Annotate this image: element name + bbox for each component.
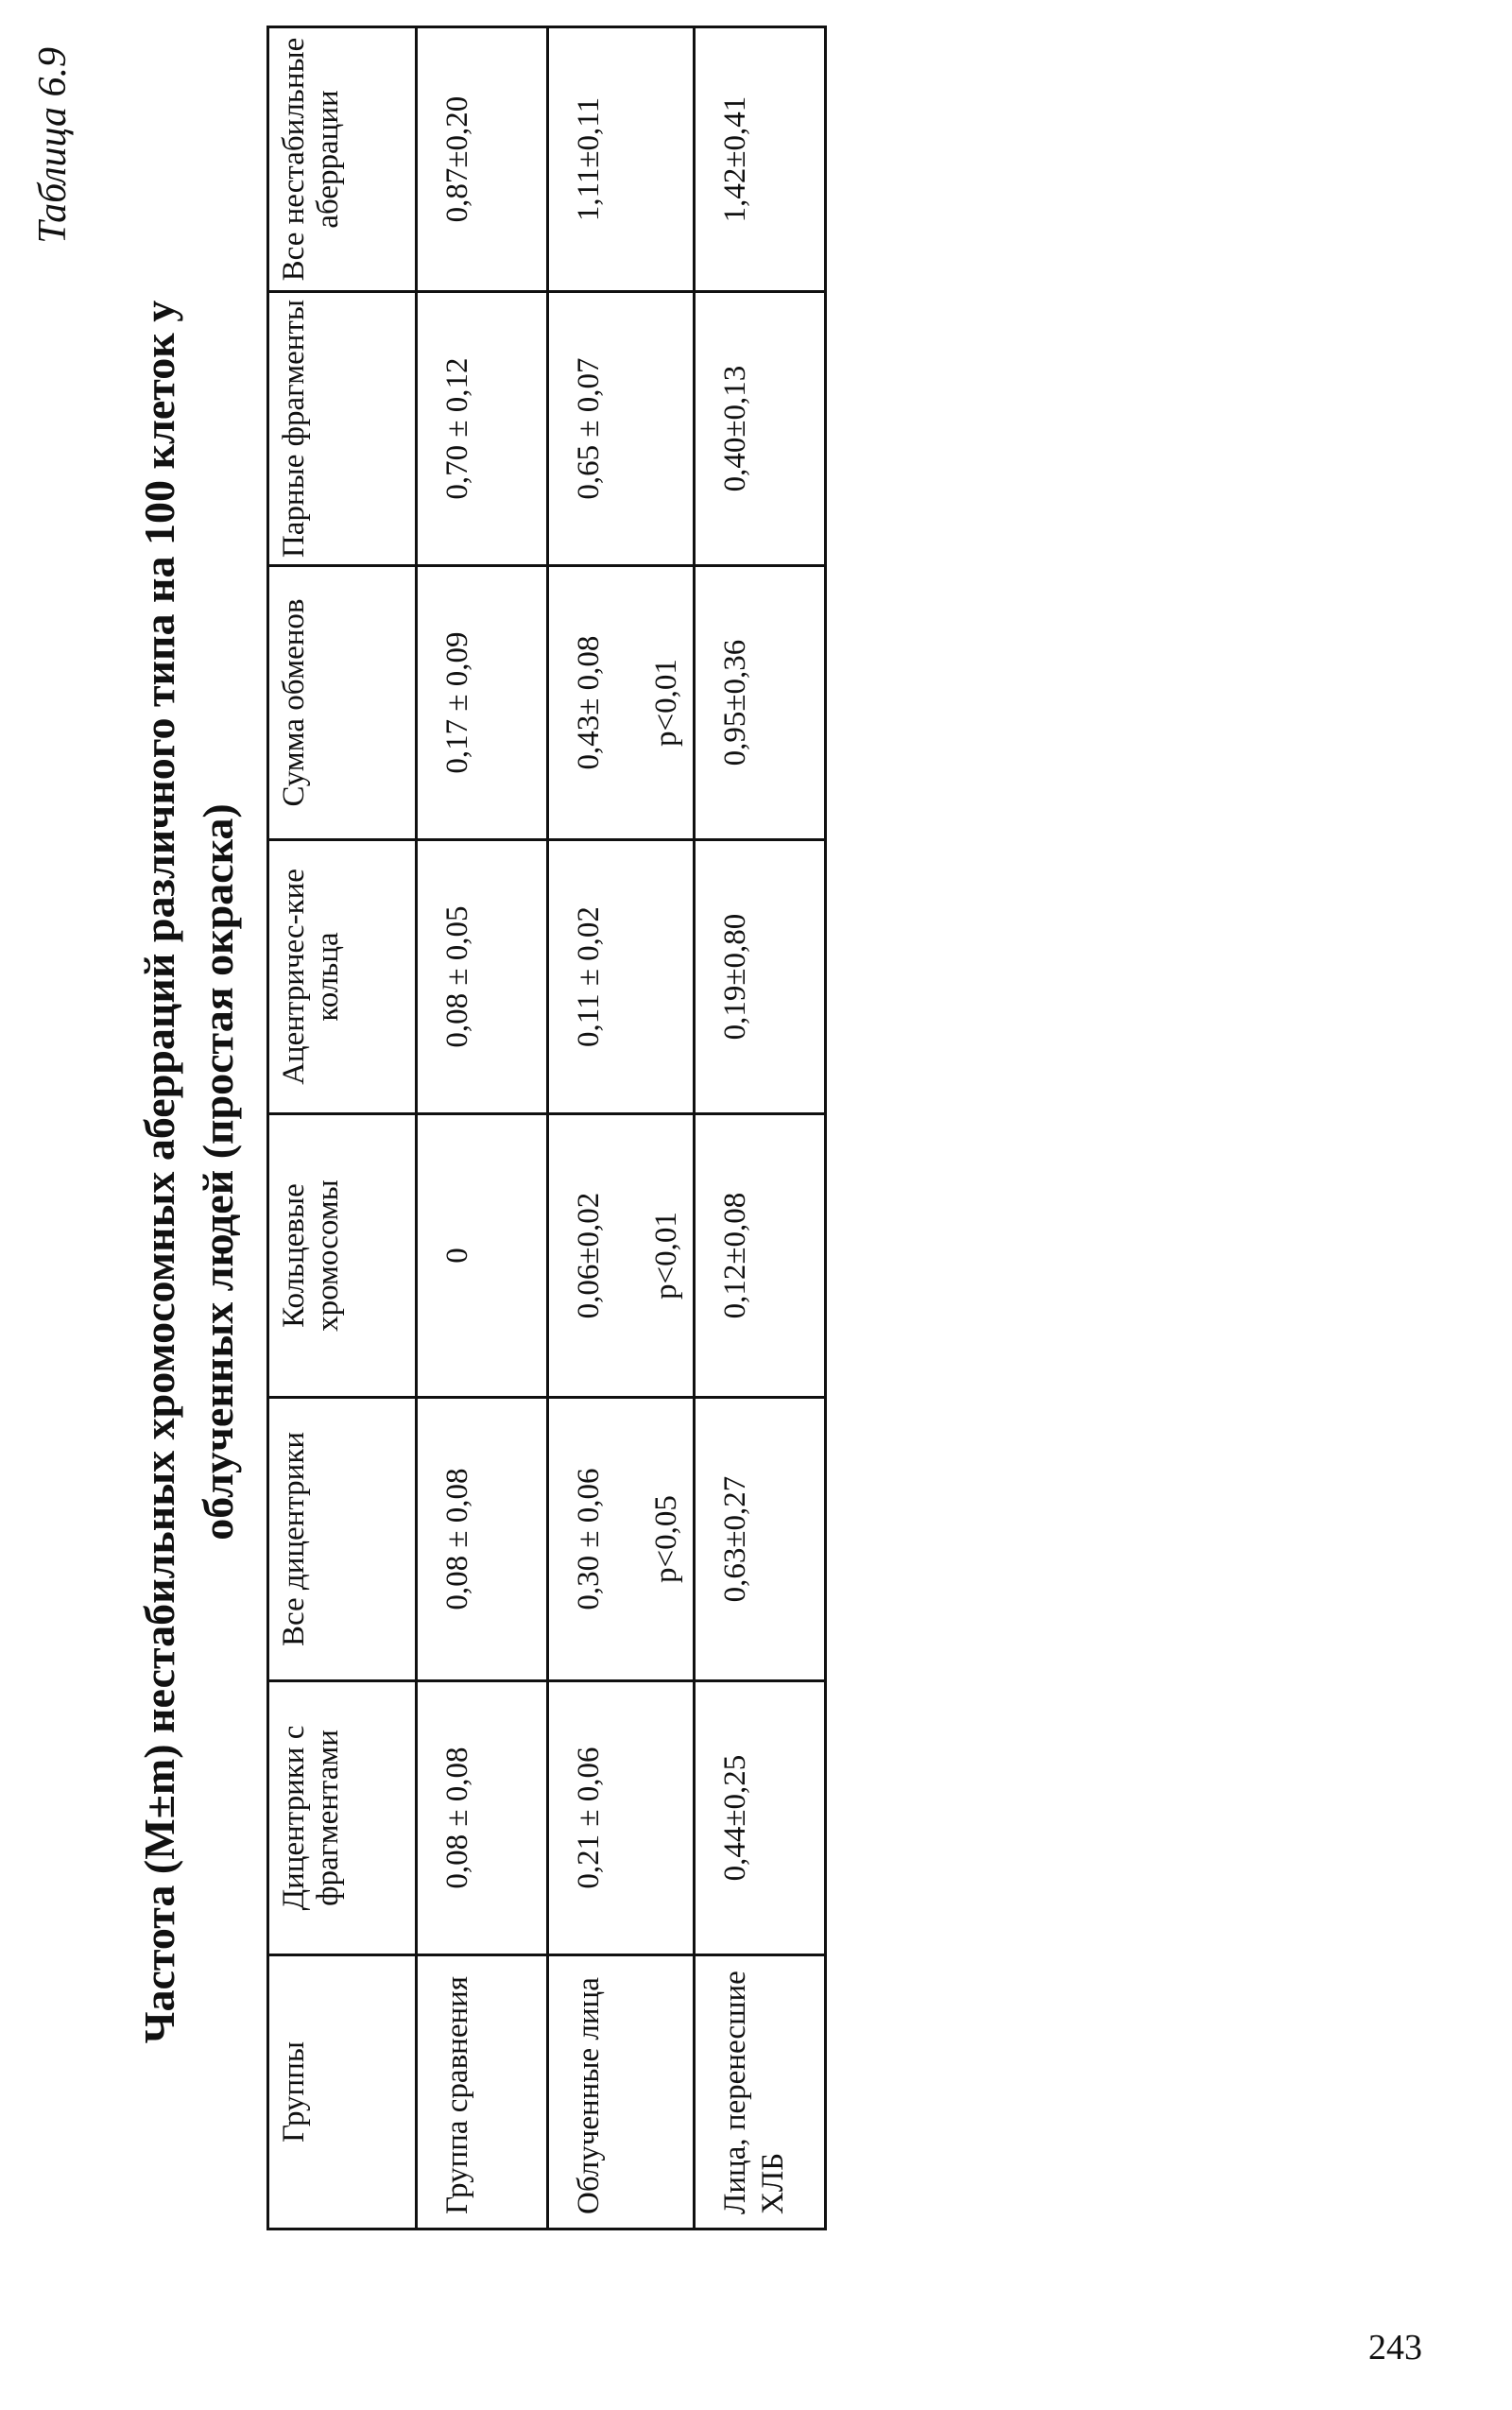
table-cell: 0,08 ± 0,05 <box>417 840 548 1114</box>
table-cell: 0,95±0,36 <box>695 566 826 840</box>
table-cell: 0,08 ± 0,08 <box>417 1398 548 1681</box>
header-all-unstable: Все нестабильные аберрации <box>268 27 417 292</box>
p-value: p<0,01 <box>649 1212 683 1300</box>
table-cell: 0,11 ± 0,02 <box>548 840 695 1114</box>
title-line: облученных людей (простая окраска) <box>194 803 242 1541</box>
header-all-dicentrics: Все дицентрики <box>268 1398 417 1681</box>
table-title <box>130 28 248 2315</box>
table-row <box>548 27 695 2229</box>
table-cell: 0,87±0,20 <box>417 27 548 292</box>
table-cell: 0,30 ± 0,06 p<0,05 <box>548 1398 695 1681</box>
header-acentric-rings: Ацентричес-кие кольца <box>268 840 417 1114</box>
row-group-label: Лица, перенесшие ХЛБ <box>695 1955 826 2229</box>
table-cell: 0,21 ± 0,06 <box>548 1681 695 1955</box>
row-group-label: Группа сравнения <box>417 1955 548 2229</box>
header-sum-exchanges: Сумма обменов <box>268 566 417 840</box>
table-cell: 1,42±0,41 <box>695 27 826 292</box>
title-line: Частота (M±m) нестабильных хромосомных аберраций различного типа на 100 клеток у <box>135 300 183 2044</box>
table-cell: 0,40±0,13 <box>695 292 826 566</box>
table-cell: 0,12±0,08 <box>695 1114 826 1398</box>
table-cell: 0,70 ± 0,12 <box>417 292 548 566</box>
p-value: p<0,01 <box>649 659 683 747</box>
header-ring-chromosomes: Кольцевые хромосомы <box>268 1114 417 1398</box>
rotated-page-content <box>19 28 790 2315</box>
header-dicentrics-with-fragments: Дицентрики с фрагментами <box>268 1681 417 1955</box>
table-cell: 1,11±0,11 <box>548 27 695 292</box>
table-cell: 0,08 ± 0,08 <box>417 1681 548 1955</box>
table-cell: 0,17 ± 0,09 <box>417 566 548 840</box>
header-groups: Группы <box>268 1955 417 2229</box>
table-caption: Таблица 6.9 <box>31 47 75 244</box>
aberrations-table <box>266 26 827 2230</box>
table-cell: 0,63±0,27 <box>695 1398 826 1681</box>
table-cell: 0,19±0,80 <box>695 840 826 1114</box>
table-cell: 0,44±0,25 <box>695 1681 826 1955</box>
p-value: p<0,05 <box>649 1495 683 1583</box>
row-group-label: Облученные лица <box>548 1955 695 2229</box>
table-cell: 0 <box>417 1114 548 1398</box>
page-number: 243 <box>1368 2328 1422 2367</box>
table-cell: 0,65 ± 0,07 <box>548 292 695 566</box>
table-row <box>417 27 548 2229</box>
header-row <box>268 27 417 2229</box>
table-cell: 0,06±0,02 p<0,01 <box>548 1114 695 1398</box>
header-paired-fragments: Парные фрагменты <box>268 292 417 566</box>
table-cell: 0,43± 0,08 p<0,01 <box>548 566 695 840</box>
table-row <box>695 27 826 2229</box>
